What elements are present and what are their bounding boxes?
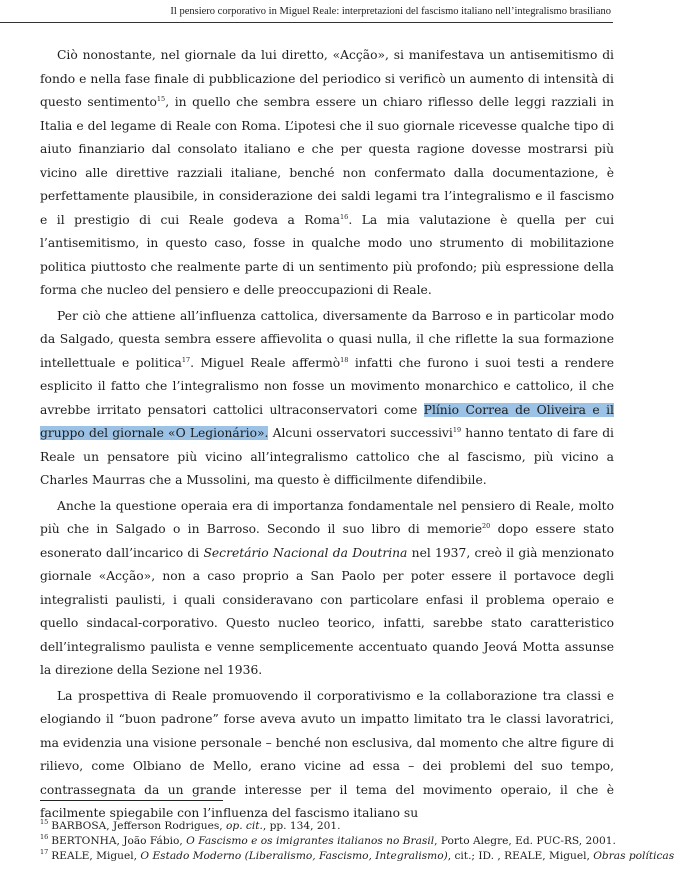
footnote-rule [40,800,223,801]
footnote-15 [40,819,620,834]
body-text [40,44,614,826]
footnote-ref[interactable]: 18 [340,355,349,364]
footnote-ref[interactable]: 19 [452,425,462,434]
text: BERTONHA, João Fábio, [51,835,187,847]
paragraph-1 [40,44,614,303]
text: . Miguel Reale affermò [190,355,341,370]
header-rule [0,22,613,23]
italic-text: Obras políticas [593,850,674,862]
selected-text-highlight[interactable]: Plínio Correa de Oliveira e il gruppo del giornale «O Legionário». [40,402,614,440]
italic-text: op. cit. [226,820,263,832]
text: BARBOSA, Jefferson Rodrigues, [51,820,227,832]
footnote-number: 15 [40,818,49,827]
footnote-ref[interactable]: 15 [156,94,166,103]
italic-text: O Fascismo e os imigrantes italianos no Brasil [186,835,435,847]
text: , pp. 134, 201. [262,820,341,832]
text: , Porto Alegre, Ed. PUC-RS, 2001. [434,835,616,847]
paragraph-2 [40,305,614,493]
footnote-ref[interactable]: 17 [181,355,191,364]
text: Per ciò che attiene all’influenza cattolica, diversamente da Barroso e in particolar modo da Salgado, questa sembra essere affievolita o quasi nulla, il che riflette la sua formazione intellettuale e politica [40,308,614,370]
footnote-number: 16 [40,833,49,842]
running-header: Il pensiero corporativo in Miguel Reale: interpretazioni del fascismo italiano nell’integralismo brasiliano [170,6,611,17]
footnote-16 [40,834,620,849]
footnote-ref[interactable]: 20 [482,521,491,530]
footnotes [40,818,674,864]
text: La prospettiva di Reale promuovendo il corporativismo e la collaborazione tra classi e elogiando il “buon padrone” forse aveva avuto un impatto limitato tra le classi lavoratrici, ma evidenzia una visione personale – benché non esclusiva, dal momento che altre figure di rilievo, come Olbiano de Mello, erano vicine ad essa – dei problemi del suo tempo, contrassegnata da un grande interesse per il tema del movimento operaio, il che è facilmente spiegabile con l’influenza del fascismo italiano su [40,688,614,820]
text: Alcuni osservatori successivi [268,426,453,440]
footnote-number: 17 [40,848,49,857]
text: REALE, Miguel, [51,850,141,862]
italic-title: Secretário Nacional da Doutrina [203,545,408,560]
footnote-17 [40,848,674,864]
paragraph-3 [40,495,614,683]
text: infatti che furono i suoi testi a rendere esplicito il fatto che l’integralismo non fosse un movimento monarchico e cattolico, il che avrebbe irritato pensatori cattolici ultraconservatori come [40,355,614,417]
text: , cit.; ID. , REALE, Miguel, [447,850,594,862]
text: dopo essere stato esonerato dall’incarico di [40,522,614,560]
paragraph-4 [40,685,614,826]
text: nel 1937, creò il già menzionato giornale «Acção», non a caso proprio a San Paolo per poter essere il portavoce degli integralisti paulisti, i quali consideravano con particolare enfasi il problema operaio e quello sindacal-corporativo. Questo nucleo teorico, infatti, sarebbe stato caratteristico dell’integralismo paulista e venne semplicemente accentuato quando Jeová Motta assunse la direzione della Sezione nel 1936. [40,545,614,677]
text: Anche la questione operaia era di importanza fondamentale nel pensiero di Reale, molto più che in Salgado o in Barroso. Secondo il suo libro di memorie [40,498,614,536]
footnote-ref[interactable]: 16 [340,212,349,221]
italic-text: O Estado Moderno (Liberalismo, Fascismo, Integralismo) [140,850,448,862]
text: hanno tentato di fare di Reale un pensatore più vicino all’integralismo cattolico che al fascismo, più vicino a Charles Maurras che a Mussolini, ma questo è difficilmente difendibile. [40,426,614,487]
text: Ciò nonostante, nel giornale da lui diretto, «Acção», si manifestava un antisemitismo di fondo e nella fase finale di pubblicazione del periodico si verificò un aumento di intensità di questo sentimento [40,48,614,109]
text: . La mia valutazione è quella per cui l’antisemitismo, in questo caso, fosse in qualche modo uno strumento di mobilitazione politica piuttosto che realmente parte di un sentimento più profondo; più espressione della forma che nucleo del pensiero e delle preoccupazioni di Reale. [40,212,614,297]
text: , in quello che sembra essere un chiaro riflesso delle leggi razziali in Italia e del legame di Reale con Roma. L’ipotesi che il suo giornale ricevesse qualche tipo di aiuto finanziario dal consolato italiano e che per questa ragione dovesse mostrarsi più vicino alle direttive razziali italiane, benché non confermato dalla documentazione, è perfettamente plausibile, in considerazione dei saldi legami tra l’integralismo e il fascismo e il prestigio di cui Reale godeva a Roma [40,95,614,227]
